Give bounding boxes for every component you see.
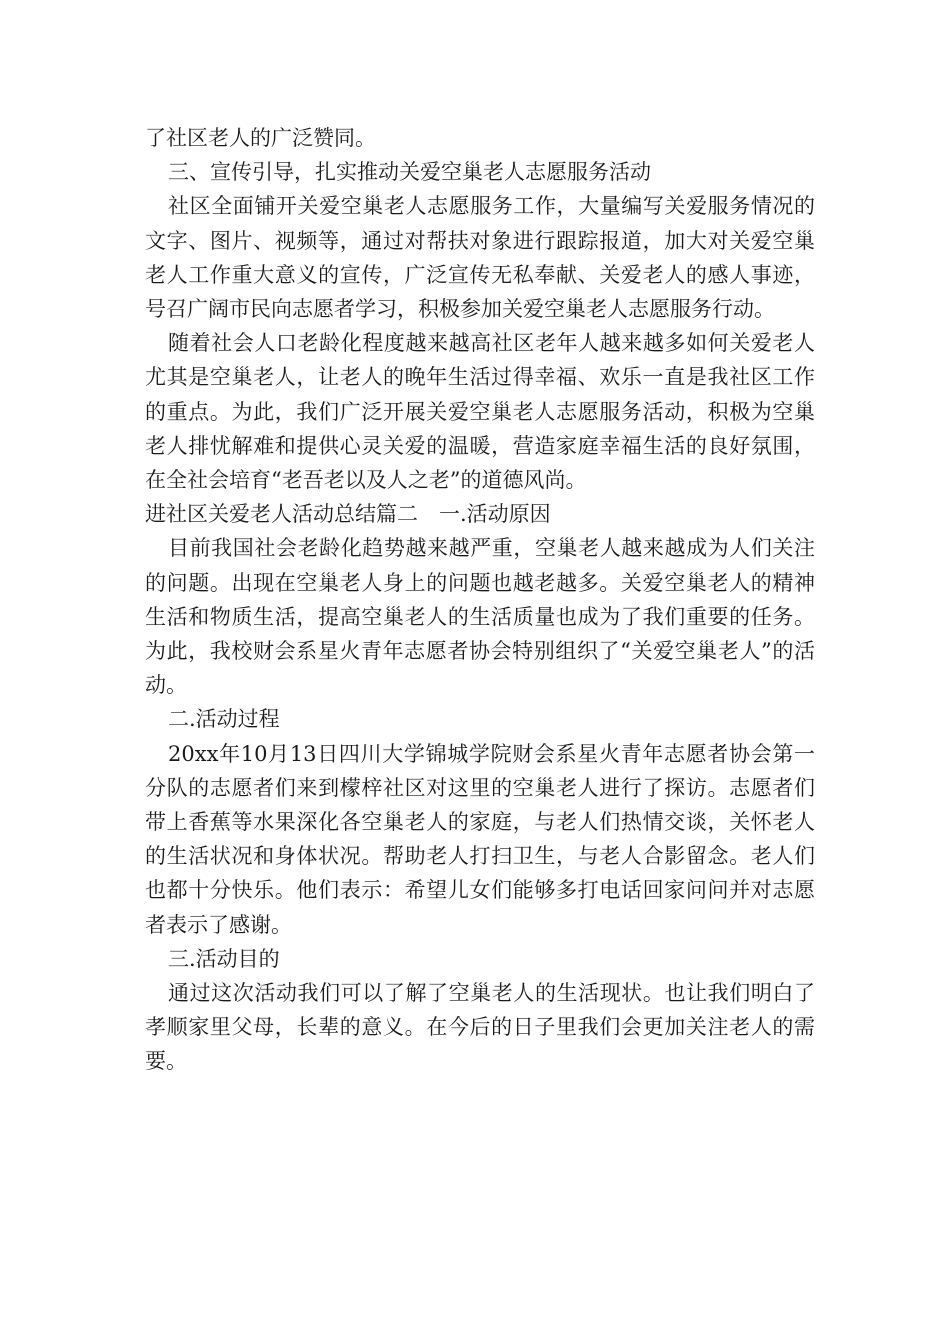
paragraph-activity-process: 20xx年10月13日四川大学锦城学院财会系星火青年志愿者协会第一分队的志愿者们来到檬梓社区对这里的空巢老人进行了探访。志愿者们带上香蕉等水果深化各空巢老人的家庭，与老人们热情交谈，关怀老人的生活状况和身体状况。帮助老人打扫卫生，与老人合影留念。老人们也都十分快乐。他们表示：希望儿女们能够多打电话回家问问并对志愿者表示了感谢。 xyxy=(145,741,815,937)
paragraph-publicity: 社区全面铺开关爱空巢老人志愿服务工作，大量编写关爱服务情况的文字、图片、视频等，通过对帮扶对象进行跟踪报道，加大对关爱空巢老人工作重大意义的宣传，广泛宣传无私奉献、关爱老人的感人事迹，号召广阔市民向志愿者学习，积极参加关爱空巢老人志愿服务行动。 xyxy=(145,194,815,322)
section-heading-publicity: 三、宣传引导，扎实推动关爱空巢老人志愿服务活动 xyxy=(168,160,651,185)
paragraph-continuation: 了社区老人的广泛赞同。 xyxy=(145,126,376,150)
paragraph-activity-purpose: 通过这次活动我们可以了解了空巢老人的生活现状。也让我们明白了孝顺家里父母，长辈的意义。在今后的日子里我们会更加关注老人的需要。 xyxy=(145,981,815,1074)
document-body xyxy=(145,121,815,1079)
section-heading-purpose: 三.活动目的 xyxy=(168,946,280,971)
section-heading-process: 二.活动过程 xyxy=(168,707,280,732)
article-title-part-two: 进社区关爱老人活动总结篇二 一.活动原因 xyxy=(145,502,551,527)
paragraph-activity-reason: 目前我国社会老龄化趋势越来越严重，空巢老人越来越成为人们关注的问题。出现在空巢老人身上的问题也越老越多。关爱空巢老人的精神生活和物质生活，提高空巢老人的生活质量也成为了我们重要的任务。为此，我校财会系星火青年志愿者协会特别组织了“关爱空巢老人”的活动。 xyxy=(145,536,815,698)
paragraph-aging-society: 随着社会人口老龄化程度越来越高社区老年人越来越多如何关爱老人尤其是空巢老人，让老人的晚年生活过得幸福、欢乐一直是我社区工作的重点。为此，我们广泛开展关爱空巢老人志愿服务活动，积极为空巢老人排忧解难和提供心灵关爱的温暖，营造家庭幸福生活的良好氛围，在全社会培育“老吾老以及人之老”的道德风尚。 xyxy=(145,331,815,493)
